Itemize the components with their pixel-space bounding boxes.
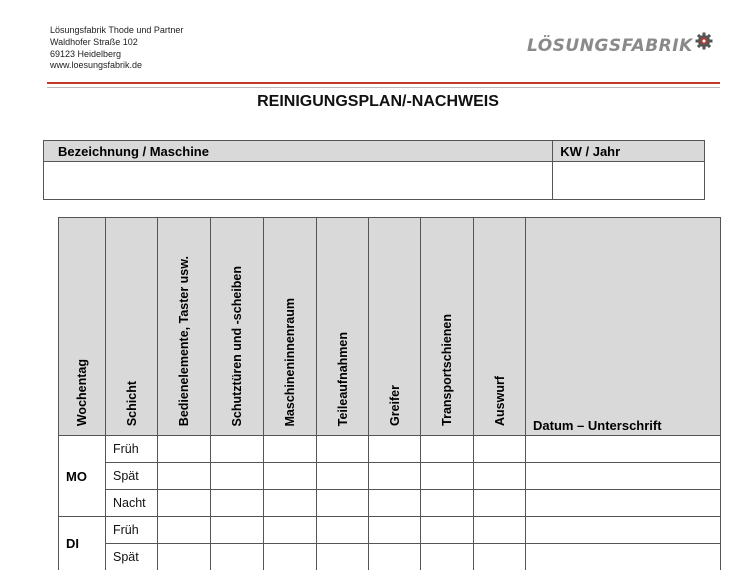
shift-cell: Früh xyxy=(106,517,158,544)
header-maschineninnenraum: Maschineninnenraum xyxy=(264,218,317,436)
signature-cell[interactable] xyxy=(526,436,721,463)
company-street: Waldhofer Straße 102 xyxy=(50,36,138,47)
header-schutztueren: Schutztüren und -scheiben xyxy=(211,218,264,436)
check-cell[interactable] xyxy=(158,436,211,463)
check-cell[interactable] xyxy=(474,517,526,544)
check-cell[interactable] xyxy=(264,544,317,570)
check-cell[interactable] xyxy=(421,463,474,490)
check-cell[interactable] xyxy=(317,436,369,463)
shift-cell: Spät xyxy=(106,463,158,490)
check-cell[interactable] xyxy=(369,544,421,570)
signature-cell[interactable] xyxy=(526,490,721,517)
check-cell[interactable] xyxy=(158,463,211,490)
check-cell[interactable] xyxy=(369,463,421,490)
check-cell[interactable] xyxy=(317,490,369,517)
header-rule-red xyxy=(47,82,720,84)
header-wochentag: Wochentag xyxy=(59,218,106,436)
signature-cell[interactable] xyxy=(526,463,721,490)
header-schicht: Schicht xyxy=(106,218,158,436)
check-cell[interactable] xyxy=(421,517,474,544)
header-teileaufnahmen: Teileaufnahmen xyxy=(317,218,369,436)
check-cell[interactable] xyxy=(264,463,317,490)
company-name: Lösungsfabrik Thode und Partner xyxy=(50,25,184,35)
check-cell[interactable] xyxy=(211,490,264,517)
header-datum-unterschrift: Datum – Unterschrift xyxy=(526,218,721,436)
check-cell[interactable] xyxy=(211,544,264,570)
gear-icon xyxy=(694,31,714,56)
bezeichnung-field[interactable] xyxy=(44,162,553,200)
check-cell[interactable] xyxy=(317,463,369,490)
check-cell[interactable] xyxy=(264,436,317,463)
check-cell[interactable] xyxy=(369,436,421,463)
document-title: REINIGUNGSPLAN/-NACHWEIS xyxy=(257,93,499,110)
check-cell[interactable] xyxy=(474,463,526,490)
table-row xyxy=(59,463,721,490)
cleaning-plan-table xyxy=(58,217,721,570)
kw-label: KW / Jahr xyxy=(553,141,705,162)
signature-cell[interactable] xyxy=(526,517,721,544)
check-cell[interactable] xyxy=(369,517,421,544)
header-bedienelemente: Bedienelemente, Taster usw. xyxy=(158,218,211,436)
table-row xyxy=(59,436,721,463)
header-greifer: Greifer xyxy=(369,218,421,436)
logo-text: LÖSUNGSFABRIK xyxy=(527,36,693,56)
check-cell[interactable] xyxy=(211,463,264,490)
company-website: www.loesungsfabrik.de xyxy=(50,60,143,71)
shift-cell: Früh xyxy=(106,436,158,463)
check-cell[interactable] xyxy=(474,544,526,570)
check-cell[interactable] xyxy=(317,544,369,570)
bezeichnung-label: Bezeichnung / Maschine xyxy=(44,141,553,162)
company-address xyxy=(50,25,183,72)
header-rule-grey xyxy=(47,87,720,88)
day-cell: MO xyxy=(59,436,106,517)
check-cell[interactable] xyxy=(369,490,421,517)
shift-cell: Nacht xyxy=(106,490,158,517)
check-cell[interactable] xyxy=(158,490,211,517)
shift-cell: Spät xyxy=(106,544,158,570)
day-cell: DI xyxy=(59,517,106,570)
check-cell[interactable] xyxy=(211,436,264,463)
table-row xyxy=(59,490,721,517)
check-cell[interactable] xyxy=(421,544,474,570)
company-logo xyxy=(527,36,714,56)
check-cell[interactable] xyxy=(158,544,211,570)
check-cell[interactable] xyxy=(474,436,526,463)
header-row xyxy=(59,218,721,436)
header-transportschienen: Transportschienen xyxy=(421,218,474,436)
kw-field[interactable] xyxy=(553,162,705,200)
check-cell[interactable] xyxy=(158,517,211,544)
check-cell[interactable] xyxy=(264,517,317,544)
check-cell[interactable] xyxy=(421,490,474,517)
machine-info-table xyxy=(43,140,705,200)
check-cell[interactable] xyxy=(317,517,369,544)
check-cell[interactable] xyxy=(211,517,264,544)
signature-cell[interactable] xyxy=(526,544,721,570)
header-auswurf: Auswurf xyxy=(474,218,526,436)
table-row xyxy=(59,517,721,544)
check-cell[interactable] xyxy=(264,490,317,517)
check-cell[interactable] xyxy=(421,436,474,463)
check-cell[interactable] xyxy=(474,490,526,517)
company-city: 69123 Heidelberg xyxy=(50,48,122,59)
table-row xyxy=(59,544,721,570)
